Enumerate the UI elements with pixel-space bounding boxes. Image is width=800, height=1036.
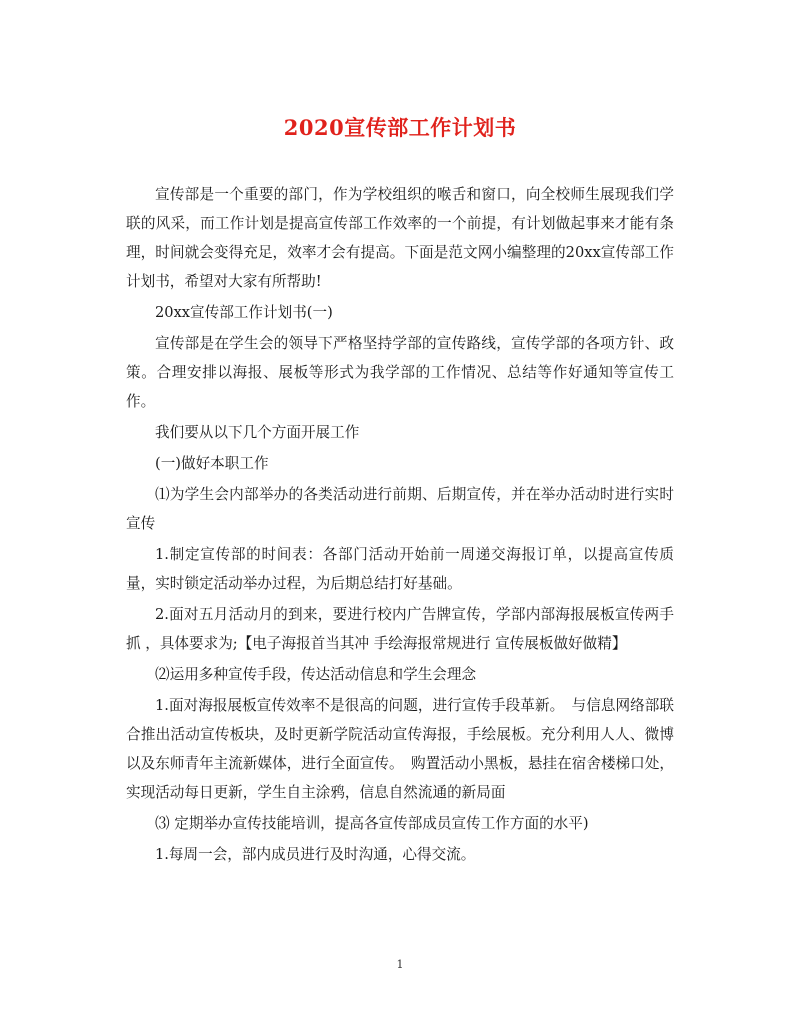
document-body [126,180,674,871]
paragraph-overview: 宣传部是在学生会的领导下严格坚持学部的宣传路线，宣传学部的各项方针、政策。合理安排以海报、展板等形式为我学部的工作情况、总结等作好通知等宣传工作。 [126,335,674,410]
page-number: 1 [396,958,404,971]
paragraph-section-heading: 20xx宣传部工作计划书(一) [155,304,333,321]
document-title: 2020宣传部工作计划书 [283,115,517,140]
paragraph-intro: 宣传部是一个重要的部门，作为学校组织的喉舌和窗口，向全校师生展现我们学联的风采，而工作计划是提高宣传部工作效率的一个前提，有计划做起事来才能有条理，时间就会变得充足，效率才会有提高。下面是范文网小编整理的20xx宣传部工作计划书，希望对大家有所帮助! [126,186,674,290]
paragraph-subitem-2: ⑵运用多种宣传手段，传达活动信息和学生会理念 [155,666,477,683]
paragraph-subitem-3-point-1: 1.每周一会，部内成员进行及时沟通，心得交流。 [155,846,476,863]
paragraph-subitem-1-point-1: 1.制定宣传部的时间表：各部门活动开始前一周递交海报订单，以提高宣传质量，实时锁定活动举办过程，为后期总结打好基础。 [126,546,674,592]
paragraph-subitem-1: ⑴为学生会内部举办的各类活动进行前期、后期宣传，并在举办活动时进行实时宣传 [126,486,674,532]
paragraph-item-one-heading: (一)做好本职工作 [155,455,269,472]
paragraph-subitem-2-point-1: 1.面对海报展板宣传效率不是很高的问题，进行宣传手段革新。 与信息网络部联合推出活动宣传板块，及时更新学院活动宣传海报，手绘展板。充分利用人人、微博以及东师青年主流新媒体，进行全面宣传。 购置活动小黑板，悬挂在宿舍楼梯口处，实现活动每日更新，学生自主涂鸦，信息自然流通的新局面 [126,697,674,801]
paragraph-work-aspects: 我们要从以下几个方面开展工作 [155,424,360,441]
paragraph-subitem-1-point-2: 2.面对五月活动月的到来，要进行校内广告牌宣传，学部内部海报展板宣传两手抓 ，具体要求为;【电子海报首当其冲 手绘海报常规进行 宣传展板做好做精】 [126,606,674,652]
paragraph-subitem-3: ⑶ 定期举办宣传技能培训，提高各宣传部成员宣传工作方面的水平) [155,815,589,832]
